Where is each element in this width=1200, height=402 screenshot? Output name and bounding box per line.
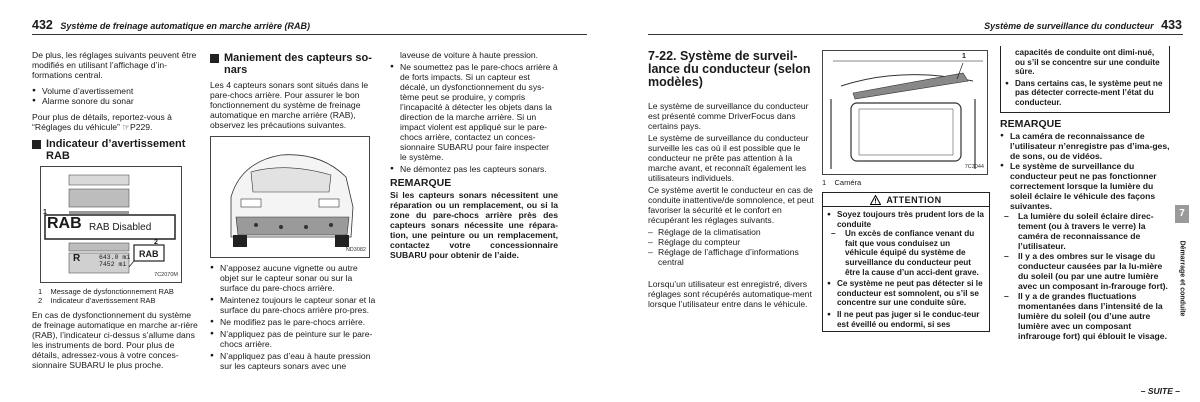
remarque-title-right: REMARQUE (1000, 117, 1062, 130)
rab-large-text: RAB (47, 215, 82, 232)
sonar-bullet-5: ● N’appliquez pas d’eau à haute pression sur les capteurs sonars avec une (210, 351, 378, 371)
left-page (0, 0, 590, 402)
left-page-header (32, 18, 310, 34)
camera-callout: 1 (962, 53, 966, 60)
gear-indicator: R (73, 253, 81, 264)
camera-legend: 1 Caméra (822, 178, 862, 187)
setting-display: – Réglage de l’affichage d’informations central (648, 247, 818, 267)
left-header-rule (32, 34, 587, 35)
warning-triangle-icon (870, 195, 881, 205)
figure-code: ND3082 (345, 247, 366, 253)
dashboard-camera-illustration (823, 51, 987, 174)
chapter-thumb-label: Démarrage et conduite (1178, 240, 1186, 317)
sunlight-case-1: – La lumière du soleil éclaire direc-tement (ou à travers le verre) la caméra de reconnaissance de l’utilisateur. (1000, 211, 1170, 251)
warning-sub-1: – Un excès de confiance venant du fait que vous conduisez un véhicule équipé du système de surveillance du conducteur peut être la cause d’un acci-dent grave. (827, 229, 985, 277)
figure-legend (32, 287, 202, 305)
bullet-volume: ● Volume d’avertissement (32, 86, 202, 96)
intro-text: De plus, les réglages suivants peuvent être modifiés en utilisant l’affichage d’in-formations central. (32, 50, 197, 80)
legend-item-2: 2 Indicateur d’avertissement RAB (38, 296, 156, 305)
right-col-2 (822, 50, 990, 332)
rab-indicator-heading: Indicateur d’avertissement RAB (32, 138, 202, 162)
left-col-3 (390, 50, 558, 266)
setting-meter: – Réglage du compteur (648, 237, 818, 247)
square-bullet-icon (210, 54, 219, 63)
page-spine (590, 0, 610, 402)
sonar-bullet-4: ● N’appliquez pas de peinture sur le pare-chocs arrière. (210, 329, 378, 349)
rear-bumper-figure (210, 136, 370, 258)
right-col-1 (648, 50, 818, 315)
driverfocus-text: Le système de surveillance du conducteur est présenté comme DriverFocus dans certains pays. (648, 101, 809, 131)
more-info-text: Pour plus de détails, reportez-vous à “Réglages du véhicule” ☞P229. (32, 112, 172, 132)
bullet-sonar: ● Alarme sonore du sonar (32, 96, 202, 106)
callout-1: 1 (43, 209, 47, 216)
right-header-rule (648, 34, 1183, 35)
camera-figure (822, 50, 988, 175)
user-registration-text: Lorsqu’un utilisateur est enregistré, divers réglages sont récupérés automatique-ment lorsque l’utilisateur entre dans le véhicule. (648, 279, 812, 309)
rab-disabled-text: RAB Disabled (89, 222, 152, 233)
odometer-readout: 643.0 mi 7452 mi (99, 254, 131, 268)
sonar-bullet-3: ● Ne modifiez pas le pare-chocs arrière. (210, 317, 378, 327)
sonar-handling-heading: Maniement des capteurs so-nars (210, 52, 378, 76)
figure-code: 7C2070M (154, 272, 178, 278)
attention-body (823, 207, 989, 331)
remarque-text: Si les capteurs sonars nécessitent une réparation ou un remplacement, ou si la zone du pare-chocs arrière près des capteurs sonars nécessite une répara-tion, une peinture ou un remplacement, contactez votre concessionnaire SUBARU pour obtenir de l’aide. (390, 190, 558, 260)
warning-description: Ce système avertit le conducteur en cas de conduite inattentive/de somnolence, et peut favoriser la sécurité et le confort en récupérant les réglages suivants. (648, 185, 814, 225)
impact-bullet: ● Ne soumettez pas le pare-chocs arrière à de forts impacts. Si un capteur est décalé, un dysfonctionnement du sys-tème peut se produire, y compris l’incapacité à détecter les objets dans la direction de la marche arrière. Si un impact violent est appliqué sur le pare-chocs arrière, contactez un conces-sionnaire SUBARU pour faire inspecter le système. (390, 62, 558, 162)
sonar-bullet-1: ● N’apposez aucune vignette ou autre objet sur le capteur sonar ou sur la surface du pare-chocs arrière. (210, 263, 378, 293)
sonar-intro: Les 4 capteurs sonars sont situés dans le pare-chocs arrière. Pour assurer le bon fonctionnement du système de freinage automatique en marche arrière (RAB), observez les précautions suivantes. (210, 80, 369, 130)
setting-climate: – Réglage de la climatisation (648, 227, 818, 237)
warning-bullet-3: ● Il ne peut pas juger si le conduc-teur est éveillé ou endormi, si ses (827, 310, 985, 329)
rab-indicator-text: RAB (139, 249, 159, 259)
continued-marker: – SUITE – (1140, 386, 1180, 396)
left-page-number: 432 (32, 18, 53, 32)
warning-bullet-2: ● Ce système ne peut pas détecter si le conducteur est somnolent, ou s’il se concentre sur une conduite sûre. (827, 279, 985, 308)
sunlight-case-3: – Il y a de grandes fluctuations momentanées dans l’intensité de la lumière du soleil (ou d’une autre lumière avec un composant infrarouge fort) qui éblouit le visage. (1000, 291, 1170, 341)
note-bullet-camera: ● La caméra de reconnaissance de l’utilisateur n’enregistre pas d’ima-ges, de sons, ou de vidéos. (1000, 131, 1170, 161)
attention-header (823, 193, 989, 207)
square-bullet-icon (32, 140, 41, 149)
left-col-1 (32, 50, 202, 376)
disassemble-bullet: ● Ne démontez pas les capteurs sonars. (390, 164, 558, 174)
right-page-header (984, 18, 1182, 34)
remarque-title: REMARQUE (390, 177, 452, 189)
callout-2: 2 (154, 239, 158, 246)
attention-title: ATTENTION (886, 194, 942, 205)
section-heading: 7-22. Système de surveil-lance du conducteur (selon modèles) (648, 49, 811, 89)
sunlight-case-2: – Il y a des ombres sur le visage du conducteur causées par la lu-mière du soleil (ou par une autre lumière avec un composant in-frarouge fort). (1000, 251, 1170, 291)
right-col-3 (1000, 46, 1170, 341)
left-col-2 (210, 50, 378, 371)
right-page (610, 0, 1200, 402)
chapter-thumb-tab: 7 (1175, 205, 1189, 223)
right-page-number: 433 (1161, 18, 1182, 32)
car-rear-illustration (211, 137, 369, 257)
malfunction-text: En cas de dysfonctionnement du système de freinage automatique en marche ar-rière (RAB), l’indicateur ci-dessus s’allume dans les instruments de bord. Pour plus de détails, adressez-vous à votre conces-sionnaire SUBARU le plus proche. (32, 310, 198, 370)
bullet-continuation: laveuse de voiture à haute pression. (400, 50, 539, 60)
warning-bullet-4: ● Dans certains cas, le système peut ne pas détecter correcte-ment l’état du conducteur. (1005, 79, 1165, 108)
sonar-bullet-2: ● Maintenez toujours le capteur sonar et la surface du pare-chocs arrière pro-pres. (210, 295, 378, 315)
legend-item-1: 1 Message de dysfonctionnement RAB (38, 287, 174, 296)
monitor-description: Le système de surveillance du conducteur surveille les cas où il est possible que le conducteur ne prête pas attention à la marche avant, et reconnaît également les utilisateurs individuels. (648, 133, 809, 183)
warning-bullet-1: ● Soyez toujours très prudent lors de la conduite (827, 210, 985, 229)
attention-box (822, 192, 990, 332)
warning-continuation: capacités de conduite ont dimi-nué, ou s’il se concentre sur une conduite sûre. (1015, 48, 1160, 77)
attention-continuation-box (1000, 46, 1170, 113)
rab-dashboard-figure (40, 166, 182, 283)
figure-code: 7C3044 (964, 164, 984, 170)
right-header-title: Système de surveillance du conducteur (984, 21, 1154, 31)
left-header-title: Système de freinage automatique en marche arrière (RAB) (60, 21, 310, 31)
note-bullet-sunlight: ● Le système de surveillance du conducteur peut ne pas fonctionner correctement lorsque la lumière du soleil éclaire le véhicule des façons suivantes. (1000, 161, 1170, 211)
